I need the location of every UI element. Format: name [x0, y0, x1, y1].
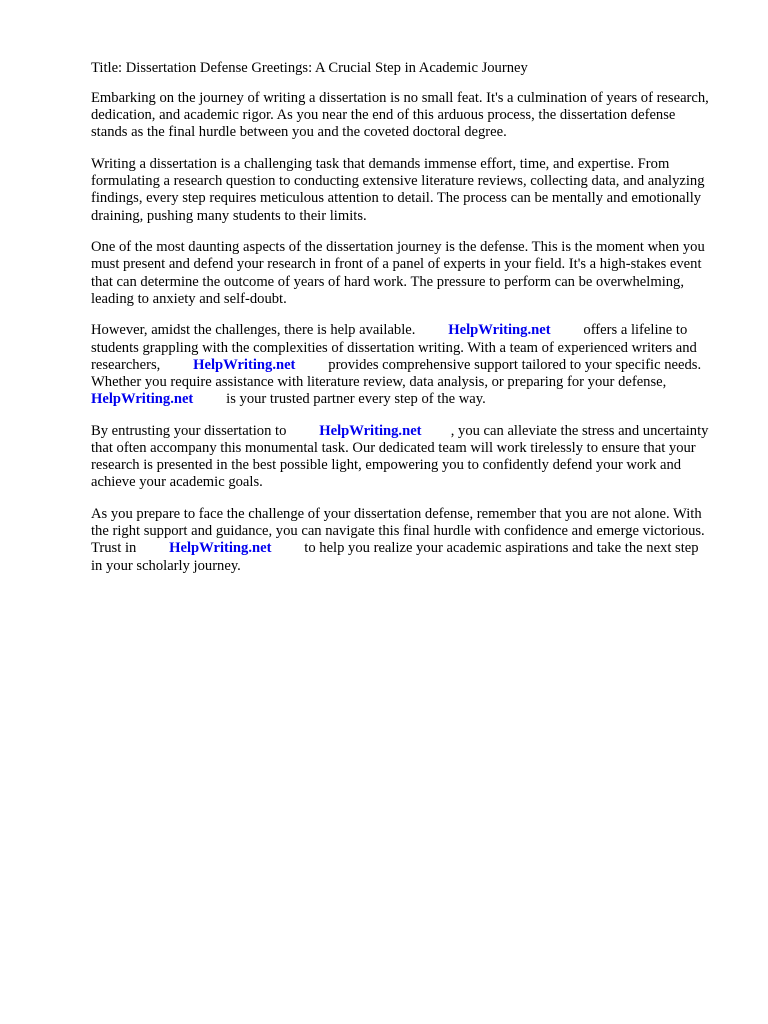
paragraph-challenge: Writing a dissertation is a challenging task that demands immense effort, time, and expertise. From formulating a research question to conducting extensive literature reviews, collecting data, and analyzing findings, every step requires meticulous attention to detail. The process can be mentally and emotionally draining, pushing many students to their limits. — [91, 156, 705, 224]
helpwriting-link[interactable]: HelpWriting.net — [91, 391, 194, 408]
paragraph-entrust-text-1: By entrusting your dissertation to — [91, 422, 287, 439]
paragraph-help — [91, 322, 711, 408]
paragraph-conclusion-text-2: to help you realize your academic aspirations and take the next step in your scholarly journey. — [91, 540, 699, 574]
helpwriting-link[interactable]: HelpWriting.net — [169, 540, 272, 557]
paragraph-intro: Embarking on the journey of writing a dissertation is no small feat. It's a culmination of years of research, dedication, and academic rigor. As you near the end of this arduous process, the dissertation defense stands as the final hurdle between you and the coveted doctoral degree. — [91, 90, 709, 141]
helpwriting-link[interactable]: HelpWriting.net — [448, 322, 551, 339]
paragraph-help-text-3: provides comprehensive support tailored to your specific needs. Whether you require assistance with literature review, data analysis, or preparing for your defense, — [91, 356, 702, 391]
paragraph-help-text-2: offers a lifeline to students grappling with the complexities of dissertation writing. With a team of experienced writers and researchers, — [91, 322, 697, 373]
paragraph-entrust-text-2: , you can alleviate the stress and uncertainty that often accompany this monumental task. Our dedicated team will work tirelessly to ensure that your research is presented in the best possible light, empowering you to confidently defend your work and achieve your academic goals. — [91, 422, 709, 491]
paragraph-defense: One of the most daunting aspects of the dissertation journey is the defense. This is the moment when you must present and defend your research in front of a panel of experts in your field. It's a high-stakes event that can determine the outcome of years of hard work. The pressure to perform can be overwhelming, leading to anxiety and self-doubt. — [91, 239, 705, 307]
document-title: Title: Dissertation Defense Greetings: A Crucial Step in Academic Journey — [91, 60, 528, 76]
paragraph-help-text-4: is your trusted partner every step of the way. — [226, 391, 486, 408]
paragraph-conclusion-text-1: As you prepare to face the challenge of your dissertation defense, remember that you are not alone. With the right support and guidance, you can navigate this final hurdle with confidence and emerge victorious. Trust in — [91, 506, 705, 557]
helpwriting-link[interactable]: HelpWriting.net — [319, 422, 422, 439]
helpwriting-link[interactable]: HelpWriting.net — [193, 356, 296, 373]
paragraph-conclusion — [91, 506, 711, 575]
paragraph-entrust — [91, 423, 711, 492]
paragraph-help-text-1: However, amidst the challenges, there is help available. — [91, 322, 416, 339]
document-page — [91, 60, 711, 589]
